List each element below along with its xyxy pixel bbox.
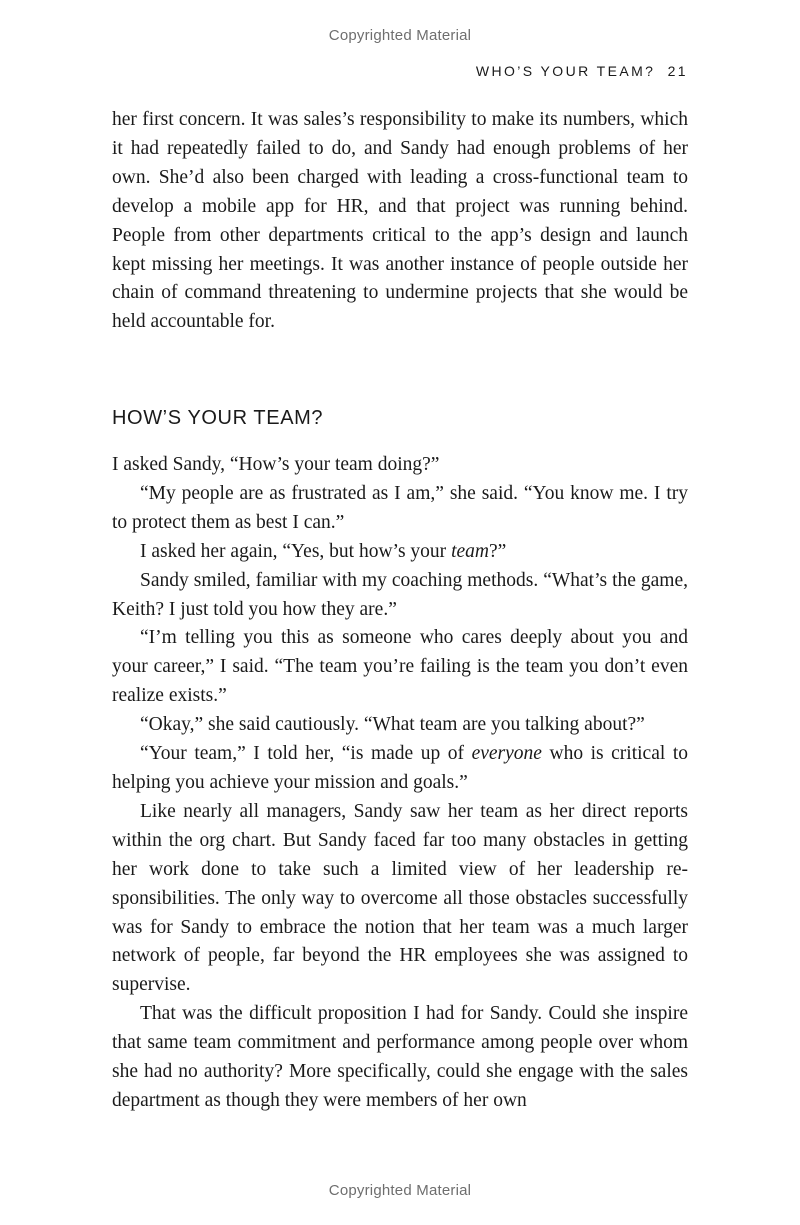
section-heading: HOW’S YOUR TEAM?: [112, 407, 324, 429]
paragraph: “Okay,” she said cautiously. “What team are you talking about?”: [140, 714, 645, 736]
paragraph: That was the difficult proposition I had for Sandy. Could she inspire that same team commitment and performance among people over whom she had no authority? More specifically, could she engage with the sales department as though they were members of her own: [112, 1003, 688, 1111]
running-header: [476, 63, 688, 79]
page-number: 21: [667, 63, 688, 79]
text-run: who is critical to helping you achieve your mission and goals.”: [112, 743, 688, 793]
text-run: ?”: [488, 540, 507, 562]
paragraph: [112, 538, 688, 567]
paragraph: [112, 740, 688, 798]
opening-text-block: [112, 106, 688, 337]
paragraph: Sandy smiled, familiar with my coaching methods. “What’s the game, Keith? I just told you how they are.”: [112, 569, 688, 620]
paragraph: Like nearly all managers, Sandy saw her team as her direct reports within the org chart. But Sandy faced far too many obstacles in getting her work done to take such a limited view of her leadership responsibilities. The only way to overcome all those obstacles successfully was for Sandy to embrace the notion that her team was a much larger network of people, far beyond the HR employees she was assigned to supervise.: [112, 800, 688, 996]
copyright-watermark-bottom: Copyrighted Material: [328, 1182, 472, 1199]
paragraph-continuation: her first concern. It was sales’s responsibility to make its numbers, which it had repeatedly failed to do, and Sandy had enough problems of her own. She’d also been charged with leading a cross-functional team to develop a mobile app for HR, and that project was running behind. People from other departments critical to the app’s design and launch kept missing her meetings. It was another instance of people outside her chain of command threatening to undermine projects that she would be held accountable for.: [112, 109, 688, 333]
emphasis-text: team: [451, 540, 489, 562]
text-run: “Your team,” I told her, “is made up of: [140, 743, 472, 765]
text-run: I asked her again, “Yes, but how’s your: [140, 540, 452, 562]
section-text-block: [112, 451, 688, 1116]
copyright-watermark-top: Copyrighted Material: [328, 27, 472, 44]
paragraph: “My people are as frustrated as I am,” she said. “You know me. I try to protect them as best I can.”: [112, 482, 688, 533]
running-header-title: WHO’S YOUR TEAM?: [475, 63, 656, 79]
emphasis-text: everyone: [471, 743, 542, 765]
paragraph: I asked Sandy, “How’s your team doing?”: [112, 454, 440, 475]
paragraph: “I’m telling you this as someone who cares deeply about you and your career,” I said. “The team you’re failing is the team you don’t even realize exists.”: [112, 627, 688, 707]
